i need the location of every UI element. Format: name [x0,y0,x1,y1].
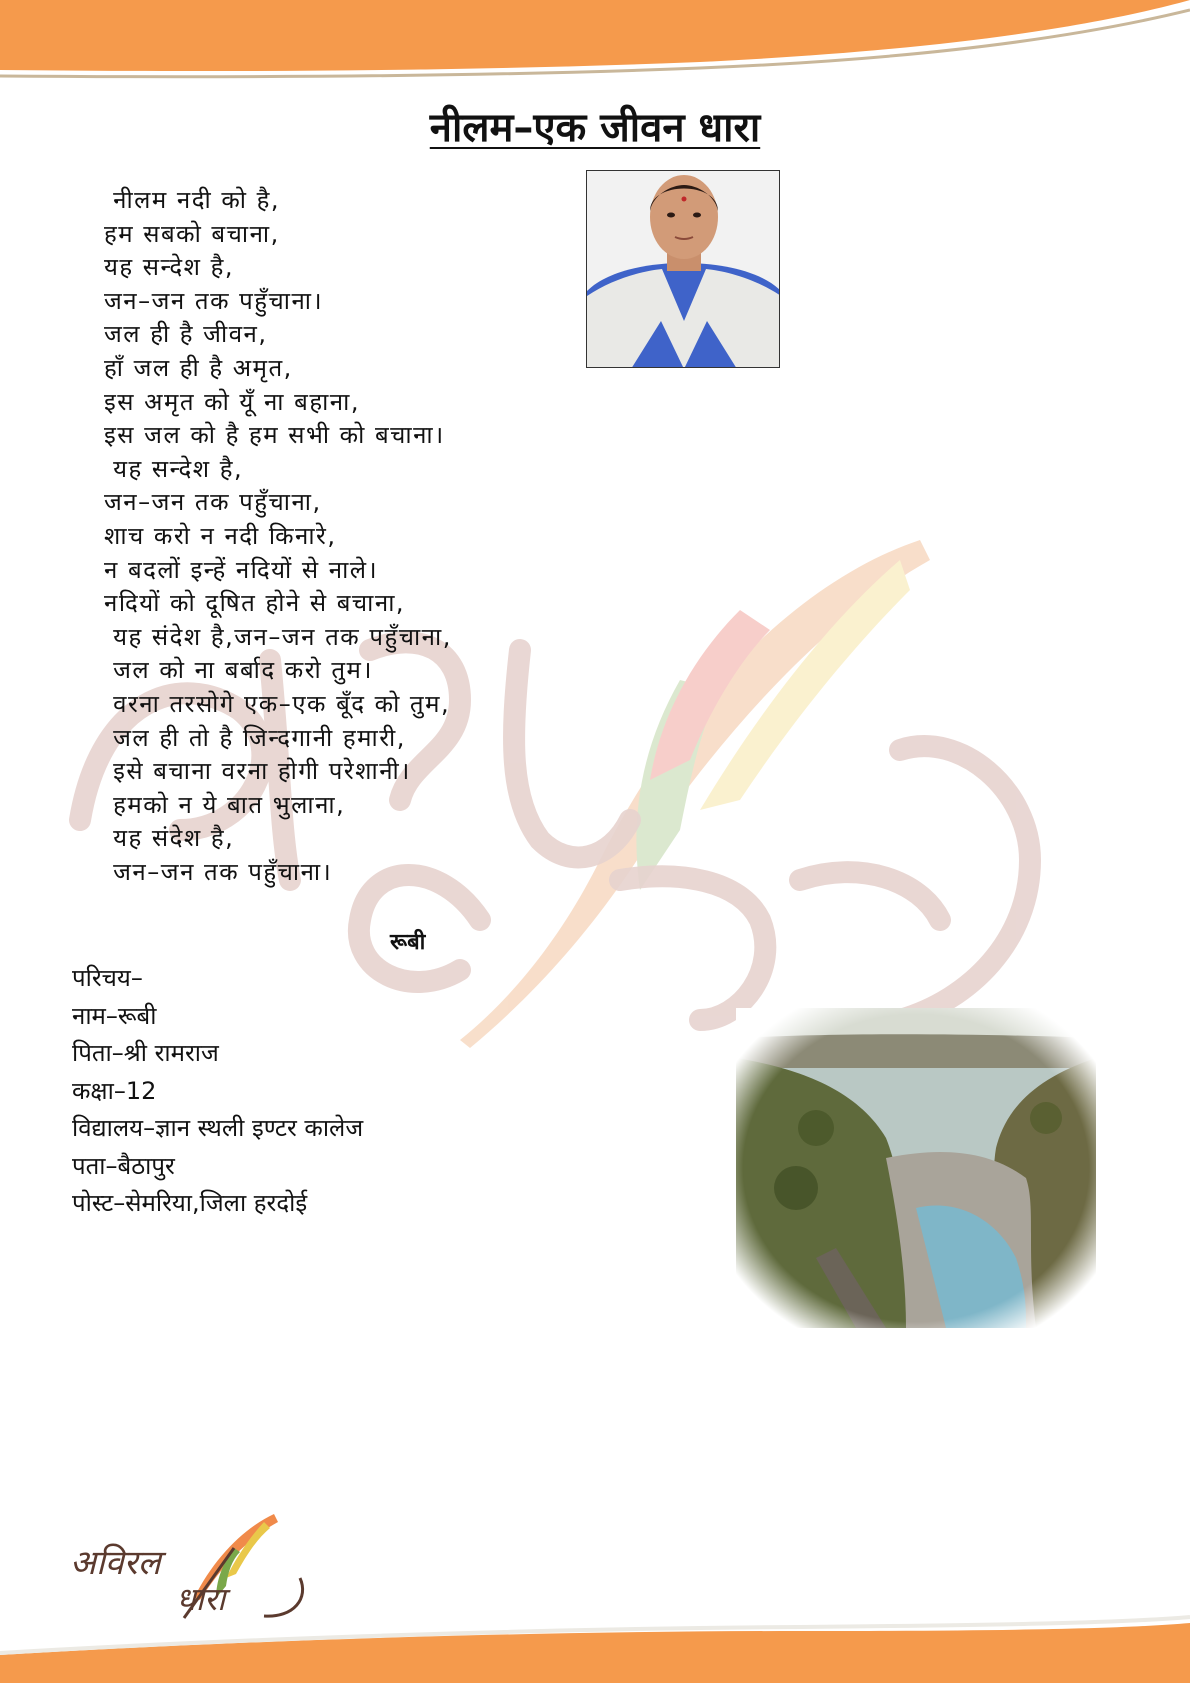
poem-line: जन–जन तक पहुँचाना। [104,857,333,886]
poem-line: शाच करो न नदी किनारे, [104,521,337,550]
poem-line: इस जल को है हम सभी को बचाना। [104,421,445,450]
poem-line: यह संदेश है, [104,824,235,853]
poem-body [104,184,664,889]
poem-line: यह सन्देश है, [104,454,244,483]
poem-line: यह संदेश है,जन–जन तक पहुँचाना, [104,622,452,651]
logo-text-top: अविरल [70,1543,161,1583]
poem-line: इसे बचाना वरना होगी परेशानी। [104,757,411,786]
bio-line: कक्षा–12 [72,1076,157,1105]
bio-line: पता–बैठापुर [72,1151,175,1180]
bio-line: पिता–श्री रामराज [72,1039,219,1067]
bio-heading: परिचय– [72,964,143,992]
poem-line: वरना तरसोगे एक–एक बूँद को तुम, [104,689,451,718]
author-bio [72,960,632,1223]
poem-line: जल ही तो है जिन्दगानी हमारी, [104,723,406,752]
poem-line: नीलम नदी को है, [104,186,280,214]
poem-line: जन–जन तक पहुँचाना, [104,488,322,517]
river-photo [736,1008,1096,1328]
poem-line: हम सबको बचाना, [104,219,280,248]
poem-line: न बदलों इन्हें नदियों से नाले। [104,555,379,584]
poem-line: हाँ जल ही है अमृत, [104,353,293,382]
poem-title [0,98,1190,153]
poem-line: हमको न ये बात भुलाना, [104,790,346,819]
top-decorative-band [0,0,1190,90]
poem-line: यह सन्देश है, [104,253,234,282]
poem-title-text: नीलम–एक जीवन धारा [429,105,761,151]
poem-line: इस अमृत को यूँ ना बहाना, [104,387,360,416]
bio-line: पोस्ट–सेमरिया,जिला हरदोई [72,1189,308,1217]
bio-line: नाम–रूबी [72,1001,157,1030]
poem-line: जन–जन तक पहुँचाना। [104,286,324,315]
poem-line: नदियों को दूषित होने से बचाना, [104,589,406,618]
poem-line: जल को ना बर्बाद करो तुम। [104,656,373,685]
author-name: रूबी [390,930,426,955]
poem-line: जल ही है जीवन, [104,320,268,349]
bottom-decorative-band [0,1603,1190,1683]
logo-text-bottom: धारा [176,1580,226,1618]
bio-line: विद्यालय–ज्ञान स्थली इण्टर कालेज [72,1114,364,1142]
